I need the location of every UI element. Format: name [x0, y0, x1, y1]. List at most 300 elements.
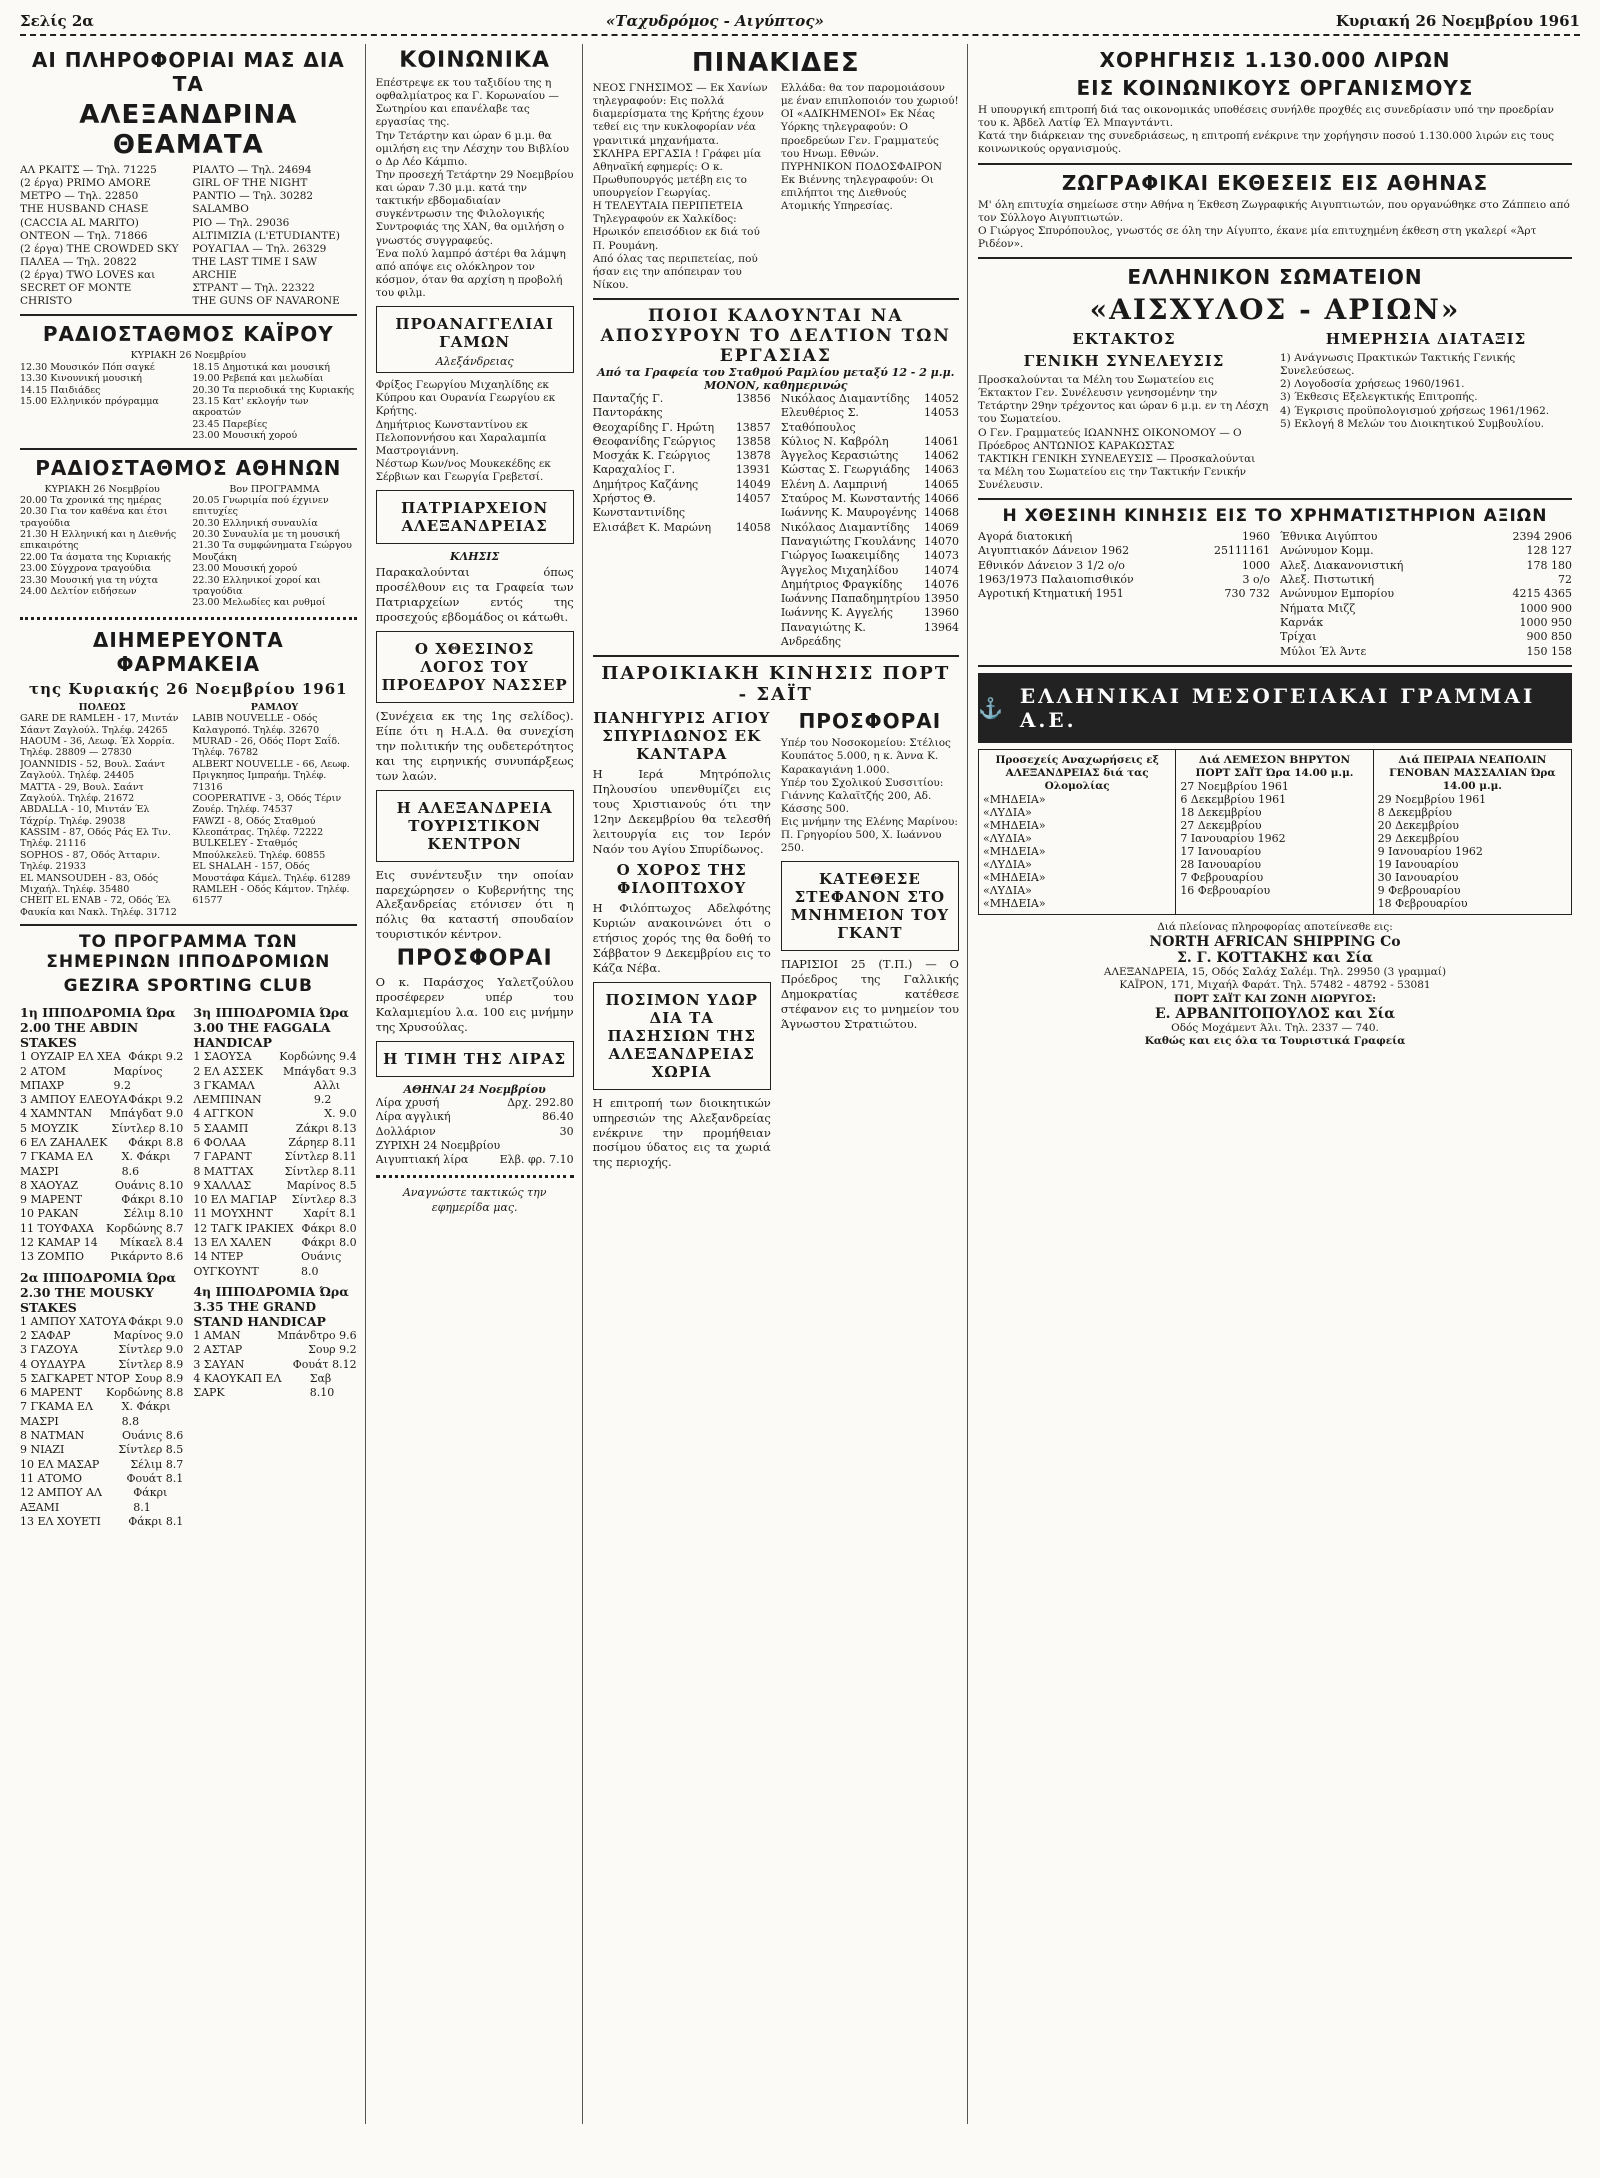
recall-row-cell: 14066 — [923, 492, 959, 506]
social-paragraph: Ένα πολύ λαμπρό άστέρι θα λάμψη από απόψε εις ολόκληρον τον κόσμον, όταν θα αρχίση η προβολή του φιλμ. — [375, 247, 566, 299]
horse-entry-cell: Μίκαελ 8.4 — [119, 1236, 184, 1250]
wreath-text: ΠΑΡΙΣΙΟΙ 25 (Τ.Π.) — Ο Πρόεδρος της Γαλλικής Δημοκρατίας κατέθεσε στέφανον εις το μνημείον του Άγνωστου Στρατιώτου. — [780, 957, 959, 1032]
philoptochos-heading: Ο ΧΟΡΟΣ ΤΗΣ ΦΙΛΟΠΤΩΧΟΥ — [616, 860, 747, 897]
stock-row-cell: 730 732 — [1224, 587, 1270, 601]
social-paragraph: Την προσεχή Τετάρτην 29 Νοεμβρίου και ώραν 7.30 μ.μ. κατά την τακτικήν εβδομαδιαίαν συγκέντρωσιν της Φιλολογικής Συντροφιάς της ΧΑΝ, θα ομιλήση ο γνωστός συγγραφεύς. — [375, 168, 574, 247]
horse-entry-cell: 10 ΕΛ ΜΑΣΑΡ — [20, 1457, 100, 1471]
recall-row-cell: 14073 — [923, 549, 959, 563]
engagements-heading: ΠΡΟΑΝΑΓΓΕΛΙΑΙ ΓΑΜΩΝ — [395, 315, 554, 352]
radio-program-line: 23.00 Μουσική χορού — [192, 563, 298, 575]
pound-rate-row-cell: Δρχ. 292.80 — [507, 1096, 574, 1109]
races-heading: ΤΟ ΠΡΟΓΡΑΜΜΑ ΤΩΝ ΣΗΜΕΡΙΝΩΝ ΙΠΠΟΔΡΟΜΙΩΝ — [46, 932, 331, 973]
radio-program-line: 20.05 Γνωριμία πού έχγινεν επιτυχίες — [192, 494, 329, 518]
horse-entry-cell: Σέλιμ 8.7 — [130, 1457, 184, 1471]
radio-program-line: 15.00 Ελληνικόν πρόγραμμα — [20, 395, 159, 407]
horse-entry — [20, 1515, 183, 1529]
recall-row — [593, 478, 771, 492]
horse-entry — [20, 1093, 183, 1107]
stock-row — [1280, 587, 1572, 601]
recall-row-cell: Άγγελος Κερασιώτης — [780, 449, 899, 463]
horse-entry — [193, 1179, 356, 1193]
sailing-cell: 7 Ιανουαρίου 1962 — [1180, 832, 1286, 846]
pharmacy-entry: COOPERATIVE - 3, Οδός Τέριν Ζουέρ. Τηλέφ. 74537 — [192, 792, 342, 816]
horse-entry-cell: Μαρίνος 9.2 — [113, 1064, 163, 1092]
horse-entry-cell: 10 ΡΑΚΑΝ — [20, 1207, 79, 1221]
pharmacy-entry: CHEIT EL ENAB - 72, Οδός Έλ Φαυκία και Νακλ. Τηλέφ. 31712 — [20, 895, 177, 918]
horse-entry-cell: Κορδώνης 8.7 — [105, 1221, 184, 1235]
recall-row-cell: 13856 — [735, 392, 771, 405]
cinema-line: ΜΕΤΡΟ — Τηλ. 22850 — [20, 190, 139, 203]
offer-paragraph: Υπέρ του Σχολικού Συσσιτίου: Γιάννης Καλαϊτζής 200, Αδ. Κάσσης 500. — [780, 776, 944, 815]
horse-entry — [193, 1065, 356, 1079]
horse-entry — [193, 1236, 356, 1250]
radio-program-line: 23.00 Μουσική χορού — [192, 430, 298, 442]
ship-agent-address-2: ΚΑΪΡΟΝ, 171, Μιχαήλ Φαράτ. Τηλ. 57482 - 48792 - 53081 — [1119, 979, 1431, 992]
ship-info: Διά πλείονας πληροφορίας αποτείνεσθε εις: — [1157, 921, 1393, 934]
recall-row-cell: Νικόλαος Διαμαντίδης — [780, 392, 910, 405]
column-2 — [376, 44, 583, 2124]
stock-row-cell: Αλεξ. Πιστωτική — [1280, 573, 1374, 587]
horse-entry-cell: Σαβ 8.10 — [309, 1371, 335, 1400]
social-paragraph: Επέστρεψε εκ του ταξιδίου της η οφθαλμίατρος κα Γ. Κορωναίου — Σωτηρίου και επανέλαβε τας εργασίας της. — [375, 77, 559, 129]
horse-entry-cell: Φάκρι 8.10 — [121, 1193, 184, 1207]
horse-entry — [20, 1050, 183, 1064]
stock-row-cell: Νήματα Μιζζ — [1280, 601, 1356, 615]
recall-row-cell: Θεοχαρίδης Γ. Ηρώτη — [592, 420, 715, 434]
issue-date: Κυριακή 26 Νοεμβρίου 1961 — [1335, 12, 1580, 30]
pharmacies-subheading: της Κυριακής 26 Νοεμβρίου 1961 — [29, 679, 348, 698]
horse-entry — [20, 1443, 183, 1457]
engagement-paragraph: Δημήτριος Κωνσταντίνου εκ Πελοποννήσου και Χαραλαμπία Μαστρογιάννη. — [375, 418, 547, 457]
radio-program-line: 12.30 Μουσικόν Πόπ σαγκέ — [20, 361, 155, 373]
sailing-cell: «ΜΗΔΕΙΑ» — [982, 793, 1046, 807]
horse-entry-cell: 1 ΑΜΑΝ — [193, 1328, 241, 1342]
horse-entry-cell: 2 ΕΛ ΑΣΣΕΚ — [193, 1064, 264, 1078]
recall-row-cell: Ιωάννης Κ. Μαυρογένης — [780, 506, 917, 520]
radio-program-line: 23.30 Μουσική για τη νύχτα — [20, 574, 159, 586]
ship-icon: ⚓ — [977, 695, 1006, 720]
cinema-line: ΡΑΝΤΙΟ — Τηλ. 30282 — [192, 190, 314, 203]
recall-row — [593, 449, 771, 463]
recall-row-cell: 14049 — [735, 477, 771, 491]
pharmacy-entry: MURAD - 26, Οδός Πορτ Σαΐδ. Τηλέφ. 76782 — [192, 735, 341, 759]
stock-row — [1280, 544, 1572, 558]
radio-program-line: 24.00 Δελτίον ειδήσεων — [20, 586, 137, 598]
pharmacy-entry: LABIB NOUVELLE - Οδός Καλαγροπό. Τηλέφ. 32670 — [192, 713, 320, 736]
page-number: Σελίς 2α — [20, 12, 94, 30]
stock-row-cell: Αγροτική Κτηματική 1951 — [977, 587, 1124, 601]
horse-entry-cell: 1 ΟΥΖΑΙΡ ΕΛ ΧΕΑ — [20, 1050, 121, 1064]
horse-entry-cell: 14 ΝΤΕΡ ΟΥΓΚΟΥΝΤ — [193, 1250, 259, 1278]
stock-row — [1280, 573, 1572, 587]
nasser-heading: Ο ΧΘΕΣΙΝΟΣ ΛΟΓΟΣ ΤΟΥ ΠΡΟΕΔΡΟΥ ΝΑΣΣΕΡ — [381, 639, 568, 694]
philoptochos-text: Η Φιλόπτωχος Αδελφότης Κυριών ανακοινώνει ότι ο ετήσιος χορός της θα δοθή το Σάββατον 9 Δεκεμβρίου εις το Κάζα Νέβα. — [592, 900, 771, 975]
recall-row — [781, 406, 959, 435]
portsaid-heading: ΠΑΡΟΙΚΙΑΚΗ ΚΙΝΗΣΙΣ ΠΟΡΤ - ΣΑΪΤ — [601, 663, 951, 706]
horse-entry-cell: 1 ΑΜΠΟΥ ΧΑΤΟΥΑ — [20, 1314, 127, 1328]
recall-row-cell: Θεοφανίδης Γεώργιος — [592, 434, 716, 448]
offers-heading: ΠΡΟΣΦΟΡΑΙ — [396, 946, 553, 972]
stock-row-cell: 150 158 — [1526, 644, 1573, 658]
recall-row-cell: Κώστας Σ. Γεωργιάδης — [780, 463, 910, 477]
horse-entry-cell: 11 ΜΟΥΧΗΝΤ — [193, 1207, 273, 1221]
radio-athens-date: ΚΥΡΙΑΚΗ 26 Νοεμβρίου — [44, 483, 160, 495]
race-2-title: 2α ΙΠΠΟΔΡΟΜΙΑ Ώρα 2.30 THE MOUSKY STAKES — [20, 1269, 177, 1315]
horse-entry-cell: 4 ΚΑΟΥΚΑΠ ΕΛ ΣΑΡΚ — [193, 1371, 282, 1400]
horse-entry-cell: 7 ΓΚΑΜΑ ΕΛ ΜΑΣΡΙ — [20, 1400, 93, 1428]
pound-heading: Η ΤΙΜΗ ΤΗΣ ΛΙΡΑΣ — [383, 1050, 567, 1068]
sailing-cell: «ΛΥΔΙΑ» — [982, 884, 1032, 898]
stock-row — [1280, 616, 1572, 630]
sailing-cell: «ΜΗΔΕΙΑ» — [982, 819, 1046, 833]
horse-entry-cell: Χ. Φάκρι 8.6 — [121, 1150, 171, 1178]
stock-row-cell: Τρίχαι — [1280, 630, 1317, 644]
horse-entry-cell: Ουάνις 8.10 — [115, 1178, 184, 1192]
stock-row — [1280, 645, 1572, 659]
notice-paragraph: ΟΙ «ΑΔΙΚΗΜΕΝΟΙ» Εκ Νέας Υόρκης τηλεγραφούν: Ο προεδρεύων Γεν. Γραμματεύς του Ηνωμ. Εθνών. — [780, 108, 939, 160]
recall-row-cell: 14070 — [923, 534, 959, 548]
horse-entry — [20, 1222, 183, 1236]
horse-entry — [20, 1358, 183, 1372]
recall-row — [781, 592, 959, 606]
recall-row — [781, 478, 959, 492]
cinema-listings — [20, 164, 357, 308]
pharmacy-entry: SOPHOS - 87, Οδός Άτταριν. Τηλέφ. 21933 — [20, 849, 161, 873]
agenda-item: 5) Εκλογή 8 Μελών του Διοικητικού Συμβουλίου. — [1280, 417, 1544, 430]
sailing-cell: 17 Ιανουαρίου — [1180, 845, 1262, 859]
horse-entry-cell: 12 ΑΜΠΟΥ ΑΛ ΑΞΑΜΙ — [20, 1486, 102, 1514]
horse-entry-cell: 6 ΦΟΛΑΑ — [193, 1136, 246, 1149]
col3-offers-heading: ΠΡΟΣΦΟΡΑΙ — [798, 709, 942, 734]
recall-row — [781, 521, 959, 535]
pharmacy-entry: MATTA - 29, Βουλ. Σαάντ Ζαγλούλ. Τηλέφ. 21672 — [20, 781, 144, 804]
stocks-table — [978, 530, 1572, 659]
stock-row-cell: Εθνικόν Δάνειον 3 1/2 ο/ο — [977, 558, 1125, 572]
horse-entry — [193, 1136, 356, 1150]
horse-entry — [20, 1458, 183, 1472]
notice-paragraph: ΠΥΡΗΝΙΚΟΝ ΠΟΔΟΣΦΑΙΡΟΝ Εκ Βιέννης τηλεγραφούν: Οι επιλήπτοι της Διεθνούς Ατομικής Υπηρεσίας. — [780, 160, 943, 213]
horse-entry — [193, 1165, 356, 1179]
horse-entry — [193, 1222, 356, 1236]
sailing-cell: 9 Ιανουαρίου 1962 — [1377, 845, 1483, 859]
radio-program-line: 21.30 Η Ελληνική και η Διεθνής επικαιρότης — [20, 529, 177, 552]
horse-entry-cell: Φάκρι 8.0 — [301, 1221, 357, 1235]
horse-entry-cell: 3 ΑΜΠΟΥ ΕΛΕΟΥΑ — [20, 1093, 128, 1107]
cinema-line: ΣΤΡΑΝΤ — Τηλ. 22322 — [192, 282, 315, 295]
horse-entry — [20, 1386, 183, 1400]
cinema-line: ΟΝΤΕΟΝ — Τηλ. 71866 — [20, 229, 148, 242]
pharmacy-entry: BULKELEY - Σταθμός Μπούλκελεϋ. Τηλέφ. 60855 — [192, 838, 326, 861]
horse-entry — [193, 1329, 356, 1343]
horse-entry-cell: 3 ΣΑΥΑΝ — [193, 1357, 245, 1371]
horse-entry — [20, 1150, 183, 1179]
radio-program-line: 23.45 Παρεβίες — [192, 418, 268, 430]
grants-paragraph: Η υπουργική επιτροπή διά τας οικονομικάς υποθέσεις συνήλθε προχθές εις συνεδρίασιν υπό την προεδρίαν του κ. Άβδελ Λατίφ Έλ Μπαγντάντι. — [977, 104, 1554, 130]
club-paragraph: Ο Γεν. Γραμματεύς ΙΩΑΝΝΗΣ ΟΙΚΟΝΟΜΟΥ — Ο Πρόεδρος ΑΝΤΩΝΙΟΣ ΚΑΡΑΚΩΣΤΑΣ — [977, 426, 1242, 452]
grants-heading: ΧΟΡΗΓΗΣΙΣ 1.130.000 ΛΙΡΩΝ — [1099, 48, 1451, 72]
stock-row-cell: 900 850 — [1526, 630, 1573, 644]
offers-text: Ο κ. Παράσχος Υαλετζούλου προσέφερεν υπέρ του Καλαμιεμίου λ.α. 100 εις μνήμην της Χρυσούλας. — [375, 975, 574, 1035]
stock-row-cell: Μύλοι Έλ Άντε — [1280, 644, 1367, 658]
cinema-line: THE LAST TIME I SAW ARCHIE — [192, 255, 318, 281]
recall-sub: Από τα Γραφεία του Σταθμού Ραμλίου μεταξύ 12 - 2 μ.μ. ΜΟΝΟΝ, καθημερινώς — [597, 366, 955, 392]
cinema-line: ΡΟΥΑΓΙΑΛ — Τηλ. 26329 — [192, 242, 327, 255]
stock-row-cell: 1000 900 — [1519, 601, 1573, 615]
radio-program-line: 20.30 Ελληνική συναυλία — [192, 517, 318, 529]
recall-row — [593, 463, 771, 477]
race-1-title: 1η ΙΠΠΟΔΡΟΜΙΑ Ώρα 2.00 THE ABDIN STAKES — [20, 1005, 176, 1051]
radio-program-line: 18.15 Δημοτικά και μουσική — [192, 361, 330, 373]
pharmacy-entry: EL MANSOUDEH - 83, Οδός Μιχαήλ. Τηλέφ. 35480 — [20, 872, 159, 896]
sailing-cell: 20 Δεκεμβρίου — [1377, 819, 1459, 833]
recall-row-cell: 13857 — [735, 420, 771, 434]
stock-row-cell: 1000 950 — [1519, 615, 1573, 629]
recall-row-cell: 13950 — [923, 592, 959, 606]
pharm-city-head: ΠΟΛΕΩΣ — [78, 701, 126, 713]
recall-row-cell: 14052 — [923, 392, 959, 405]
radio-athens-program: Βον ΠΡΟΓΡΑΜΜΑ — [229, 483, 320, 495]
sailing-cell: «ΜΗΔΕΙΑ» — [982, 897, 1046, 911]
recall-row-cell: Ιωάννης Παπαδημητρίου — [780, 592, 920, 606]
recall-row-cell: Άγγελος Μιχαηλίδου — [780, 563, 899, 577]
radio-program-line: 23.00 Σύγχρονα τραγούδια — [20, 563, 151, 575]
stock-row-cell: Αιγυπτιακόν Δάνειον 1962 — [977, 544, 1130, 558]
recall-row-cell: 14053 — [923, 406, 959, 420]
radio-program-line: 21.30 Τα συμφώνηματα Γεώργου Μουζάκη — [192, 540, 352, 563]
horse-entry — [20, 1193, 183, 1207]
horse-entry — [193, 1150, 356, 1164]
recall-row-cell: 13964 — [923, 620, 959, 634]
sailing-cell: «ΛΥΔΙΑ» — [982, 832, 1032, 846]
agenda-item: 1) Ανάγνωσις Πρακτικών Τακτικής Γενικής Συνελεύσεως. — [1280, 352, 1516, 378]
horse-entry-cell: 11 ΤΟΥΦΑΧΑ — [20, 1221, 94, 1235]
recall-row-cell: 14065 — [923, 477, 959, 491]
agenda-item: 3) Έκθεσις Εξελεγκτικής Επιτροπής. — [1280, 391, 1478, 404]
recall-row-cell: 14061 — [923, 434, 959, 448]
notice-paragraph: ΝΕΟΣ ΓΝΗΣΙΜΟΣ — Εκ Χανίων τηλεγραφούν: Εις πολλά διαμερίσματα της Κρήτης έχουν τεθεί εις την κυκλοφορίαν νέα γρανιτικά μηχανήματα. — [592, 82, 768, 147]
cinema-line: (2 έργα) TWO LOVES και SECRET OF MONTE CHRISTO — [20, 269, 156, 308]
recall-row — [593, 492, 771, 521]
stock-row — [1280, 602, 1572, 616]
pound-rate-row — [376, 1110, 574, 1124]
stock-row-cell: 1960 — [1242, 530, 1270, 544]
horse-entry-cell: Σίντλερ 8.9 — [118, 1357, 184, 1371]
sailing-cell: 8 Δεκεμβρίου — [1377, 806, 1452, 820]
sailing-cell: «ΜΗΔΕΙΑ» — [982, 845, 1046, 859]
club-extraordinary: ΕΚΤΑΚΤΟΣ — [1072, 330, 1176, 348]
club-heading: ΕΛΛΗΝΙΚΟΝ ΣΩΜΑΤΕΙΟΝ — [1127, 265, 1423, 289]
horse-entry — [20, 1250, 183, 1264]
pharmacy-entry: HAOUM - 36, Λεωφ. Έλ Χορρία. Τηλέφ. 28809 — 27830 — [20, 735, 175, 759]
ship-portsaid: ΠΟΡΤ ΣΑΪΤ ΚΑΙ ΖΩΝΗ ΔΙΩΡΥΓΟΣ: — [1173, 992, 1377, 1005]
ship-portsaid-address: Οδός Μοχάμεντ Άλι. Τηλ. 2337 — 740. — [1171, 1021, 1379, 1034]
pound-rate-row-cell: ΖΥΡΙΧΗ 24 Νοεμβρίου — [375, 1138, 501, 1152]
recall-row — [781, 463, 959, 477]
horse-entry — [20, 1315, 183, 1329]
club-assembly: ΓΕΝΙΚΗ ΣΥΝΕΛΕΥΣΙΣ — [1023, 352, 1225, 370]
stock-row-cell: 1000 — [1242, 558, 1270, 572]
sailing-cell: 18 Δεκεμβρίου — [1180, 806, 1262, 820]
recall-row-cell: 14068 — [923, 506, 959, 520]
recall-row-cell: 13960 — [923, 606, 959, 620]
radio-program-line: 20.30 Για τον καθένα και έτσι τραγούδια — [20, 506, 168, 529]
stock-row — [1280, 630, 1572, 644]
cinema-line: (2 έργα) PRIMO AMORE — [20, 177, 151, 190]
engagements-place: Αλεξάνδρειας — [435, 355, 514, 369]
horse-entry-cell: 6 ΕΛ ΖΑΗΑΛΕΚ — [20, 1136, 108, 1149]
cinema-line: ΡΙΑΛΤΟ — Τηλ. 24694 — [192, 164, 312, 176]
horse-entry — [20, 1329, 183, 1343]
nasser-text: (Συνέχεια εκ της 1ης σελίδος). Είπε ότι η Η.Α.Δ. θα συνεχίση την πολιτικήν της ουδετερότητος και της ειρηνικής συνυπάρξεως των λαών. — [375, 708, 574, 783]
horse-entry-cell: 10 ΕΛ ΜΑΓΙΑΡ — [193, 1193, 277, 1207]
horse-entry-cell: Ουάνις 8.0 — [301, 1250, 342, 1278]
horse-entry-cell: 9 ΜΑΡΕΝΤ — [20, 1193, 83, 1207]
recall-row-cell: Παναγιώτης Γκουλάνης — [780, 534, 916, 548]
social-paragraph: Την Τετάρτην και ώραν 6 μ.μ. θα ομιλήση εις την Λέσχην του Βιβλίου ο Δρ Λέο Κάμπιο. — [375, 129, 570, 168]
stock-row-cell: Αγορά διατοκική — [977, 530, 1073, 544]
horse-entry-cell: 8 ΜΑΤΤΑΧ — [193, 1164, 254, 1178]
recall-row — [781, 506, 959, 520]
shipping-company-name: ΕΛΛΗΝΙΚΑΙ ΜΕΣΟΓΕΙΑΚΑΙ ΓΡΑΜΜΑΙ Α.Ε. — [1019, 683, 1536, 732]
stock-row-cell: Ανώνυμον Εμπορίου — [1280, 587, 1395, 601]
horse-entry-cell: 12 ΚΑΜΑΡ 14 — [20, 1236, 98, 1250]
horse-entry-cell: 3 ΓΚΑΜΑΛ ΛΕΜΠΙΝΑΝ — [193, 1078, 262, 1107]
horse-entry-cell: 4 ΟΥΔΑΥΡΑ — [20, 1357, 86, 1371]
horse-entry-cell: 1 ΣΑΟΥΣΑ — [193, 1050, 252, 1064]
sailings-col2-head: Διά ΛΕΜΕΣΟΝ ΒΗΡΥΤΟΝ ΠΟΡΤ ΣΑΪΤ Ώρα 14.00 μ.μ. — [1195, 753, 1354, 779]
club-paragraph: Προσκαλούνται τα Μέλη του Σωματείου εις Έκτακτον Γεν. Συνέλευσιν γενησομένην την Τετάρτην 29ην τρέχοντος και ώραν 6 μ.μ. εν τη Λέσχη του Σωματείου. — [977, 374, 1269, 426]
patriarchate-heading: ΠΑΤΡΙΑΡΧΕΙΟΝ ΑΛΕΞΑΝΔΡΕΙΑΣ — [401, 499, 549, 536]
stock-row — [978, 559, 1270, 573]
pharmacy-entry: EL SHALAH - 157, Οδός Μουστάφα Κάμελ. Τηλέφ. 61289 — [192, 861, 351, 884]
radio-cairo-schedule — [20, 362, 357, 442]
race-3-title: 3η ΙΠΠΟΔΡΟΜΙΑ Ώρα 3.00 THE FAGGALA HANDICAP — [193, 1005, 349, 1051]
recall-row-cell: Δημήτριος Φραγκίδης — [780, 577, 903, 591]
recall-row-cell: Γιώργος Ιωακειμίδης — [780, 549, 900, 563]
pharmacy-entry: RAMLEH - Οδός Κάμτον. Τηλέφ. 61577 — [192, 884, 350, 907]
stock-row-cell: 4215 4365 — [1512, 587, 1573, 601]
club-agenda-heading: ΗΜΕΡΗΣΙΑ ΔΙΑΤΑΞΙΣ — [1325, 330, 1527, 348]
recall-row-cell: 13858 — [735, 434, 771, 448]
horse-entry-cell: 8 ΝΑΤΜΑΝ — [20, 1429, 85, 1443]
horse-entry-cell: Αλλι 9.2 — [313, 1078, 341, 1107]
horse-entry-cell: 2 ΣΑΦΑΡ — [20, 1328, 71, 1342]
stock-row — [1280, 559, 1572, 573]
horse-entry-cell: Φάκρι 8.1 — [128, 1514, 184, 1528]
horse-entry — [20, 1107, 183, 1121]
page-header — [20, 12, 1580, 36]
patriarchate-sub: ΚΛΗΣΙΣ — [450, 550, 500, 564]
cinema-line: ΑΛ ΡΚΑΙΤΣ — Τηλ. 71225 — [20, 164, 157, 176]
races-program — [20, 1000, 357, 1529]
horse-entry — [193, 1107, 356, 1121]
horse-entry — [20, 1472, 183, 1486]
horse-entry-cell: Χ. 9.0 — [324, 1107, 357, 1121]
offer-paragraph: Εις μνήμην της Ελένης Μαρίνου: Π. Γρηγορίου 500, Χ. Ιωάννου 250. — [780, 816, 958, 855]
stock-row — [978, 544, 1270, 558]
races-club: GEZIRA SPORTING CLUB — [63, 976, 313, 997]
horse-entry-cell: 13 ΖΟΜΠΟ — [20, 1250, 85, 1264]
cinema-heading-2: ΑΛΕΞΑΝΔΡΙΝΑ ΘΕΑΜΑΤΑ — [79, 100, 298, 160]
horse-entry-cell: Ουάνις 8.6 — [122, 1429, 184, 1443]
radio-athens-heading: ΡΑΔΙΟΣΤΑΘΜΟΣ ΑΘΗΝΩΝ — [35, 455, 342, 480]
horse-entry-cell: 8 ΧΑΟΥΑΖ — [20, 1178, 79, 1192]
pound-rate-row-cell: Λίρα αγγλική — [375, 1110, 451, 1124]
stock-row — [978, 587, 1270, 601]
ship-agent: NORTH AFRICAN SHIPPING Co — [1149, 934, 1401, 951]
horse-entry-cell: Ρικάρντο 8.6 — [110, 1250, 184, 1264]
sailing-cell: 28 Ιανουαρίου — [1180, 858, 1262, 872]
recall-row-cell: Νικόλαος Διαμαντίδης — [780, 520, 910, 534]
sailing-cell: 30 Ιανουαρίου — [1377, 871, 1459, 885]
portsaid-sub: ΠΑΝΗΓΥΡΙΣ ΑΓΙΟΥ ΣΠΥΡΙΔΩΝΟΣ ΕΚ ΚΑΝΤΑΡΑ — [593, 709, 771, 764]
horse-entry-cell: Κορδώνης 9.4 — [279, 1050, 357, 1064]
engagement-paragraph: Φρίξος Γεωργίου Μιχαηλίδης εκ Κύπρου και Ουρανία Γεωργίου εκ Κρήτης. — [375, 379, 556, 418]
sailing-cell: «ΜΗΔΕΙΑ» — [982, 871, 1046, 885]
horse-entry-cell: Φάκρι 8.8 — [128, 1136, 184, 1149]
radio-athens-schedule — [20, 495, 357, 609]
recall-heading: ΠΟΙΟΙ ΚΑΛΟΥΝΤΑΙ ΝΑ ΑΠΟΣΥΡΟΥΝ ΤΟ ΔΕΛΤΙΟΝ ΤΩΝ ΕΡΓΑΣΙΑΣ — [600, 306, 951, 366]
recall-row — [781, 621, 959, 650]
art-paragraph: Μ' όλη επιτυχία σημείωσε στην Αθήνα η Έκθεση Ζωγραφικής Αιγυπτιωτών, που οργανώθηκε στο Ζάππειο από τον Σύλλογο Αιγυπτιωτών. — [977, 198, 1570, 224]
water-text: Η επιτροπή των διοικητικών υπηρεσιών της Αλεξανδρείας ενέκρινε την προμήθειαν ποσίμου ύδατος εις τα χωριά της περιοχής. — [592, 1095, 771, 1170]
radio-cairo-heading: ΡΑΔΙΟΣΤΑΘΜΟΣ ΚΑΪΡΟΥ — [42, 322, 334, 347]
horse-entry-cell: 12 ΤΑΓΚ ΙΡΑΚΙΕΧ — [193, 1221, 294, 1235]
horse-entry-cell: Μπάγδατ 9.0 — [109, 1107, 184, 1121]
portsaid-text: Η Ιερά Μητρόπολις Πηλουσίου υπενθυμίζει εις τους Χριστιανούς ότι την 12ην Δεκεμβρίου θα τελεσθή λειτουργία εις τον Ιερόν Ναόν του Αγίου Σπυρίδωνος. — [592, 767, 771, 857]
sailing-cell: 16 Φεβρουαρίου — [1180, 884, 1271, 898]
tourism-text: Εις συνέντευξιν την οποίαν παρεχώρησεν ο Κυβερνήτης της Αλεξανδρείας ετόνισεν ότι η πόλις θα καταστή σπουδαίον τουριστικόν κέντρον. — [375, 867, 574, 942]
horse-entry-cell: Ζάκρι 8.13 — [295, 1121, 357, 1135]
pound-rate-row-cell: 86.40 — [542, 1110, 574, 1124]
pharmacy-entry: KASSIM - 87, Οδός Ράς Ελ Τιν. Τηλέφ. 21116 — [20, 827, 171, 850]
horse-entry-cell: Φάκρι 9.2 — [128, 1050, 184, 1064]
recall-row — [781, 606, 959, 620]
recall-row — [781, 564, 959, 578]
radio-program-line: 20.30 Τα περιοδικά της Κυριακής — [192, 384, 355, 396]
patriarchate-text: Παρακαλούνται όπως προσέλθουν εις τα Γραφεία των Πατριαρχείων εντός της προσεχούς εβδομάδος οι κάτωθι. — [375, 565, 574, 624]
horse-entry-cell: 5 ΣΑΑΜΠ — [193, 1121, 249, 1135]
horse-entry-cell: Φουάτ 8.1 — [126, 1471, 184, 1485]
sailing-cell: 7 Φεβρουαρίου — [1180, 871, 1264, 885]
horse-entry-cell: Φάκρι 8.1 — [133, 1486, 168, 1514]
recall-list — [593, 392, 959, 649]
horse-entry-cell: Φάκρι 8.0 — [301, 1236, 357, 1250]
horse-entry-cell: Σίντλερ 8.5 — [118, 1443, 184, 1457]
horse-entry-cell: 13 ΕΛ ΧΑΛΕΝ — [193, 1236, 272, 1250]
horse-entry-cell: 5 ΜΟΥΖΙΚ — [20, 1121, 79, 1135]
horse-entry-cell: Σίντλερ 8.3 — [291, 1193, 357, 1207]
stock-row-cell: 25111161 — [1214, 544, 1270, 558]
pharmacies-heading: ΔΙΗΜΕΡΕΥΟΝΤΑ ΦΑΡΜΑΚΕΙΑ — [92, 627, 284, 676]
pound-rate-row — [376, 1125, 574, 1139]
recall-row — [781, 535, 959, 549]
stock-row-cell: 1963/1973 Παλαιοπισθικόν — [977, 573, 1134, 587]
horse-entry-cell: 11 ΑΤΟΜΟ — [20, 1471, 83, 1485]
pharmacy-entry: GARE DE RAMLEH - 17, Μιντάν Σάαντ Ζαγλούλ. Τηλέφ. 24265 — [20, 713, 179, 736]
cinema-line: GIRL OF THE NIGHT — [192, 177, 308, 190]
recall-row-cell: Ελένη Δ. Λαμπρινή — [780, 477, 888, 491]
pound-rate-row-cell: Ελβ. φρ. 7.10 — [499, 1153, 574, 1167]
recall-row-cell: Κύλιος Ν. Καβρόλη — [780, 434, 889, 448]
recall-row-cell: Δημήτρος Καζάνης — [592, 477, 699, 491]
pound-rate-row — [376, 1139, 574, 1153]
cinema-line: THE GUNS OF NAVARONE — [192, 295, 340, 308]
stock-row-cell: Ανώνυμον Κομμ. — [1280, 544, 1374, 558]
horse-entry — [20, 1136, 183, 1150]
tourism-heading: Η ΑΛΕΞΑΝΔΡΕΙΑ ΤΟΥΡΙΣΤΙΚΟΝ ΚΕΝΤΡΟΝ — [396, 798, 553, 853]
radio-program-line: 22.30 Ελληνικοί χοροί και τραγούδια — [192, 574, 321, 598]
